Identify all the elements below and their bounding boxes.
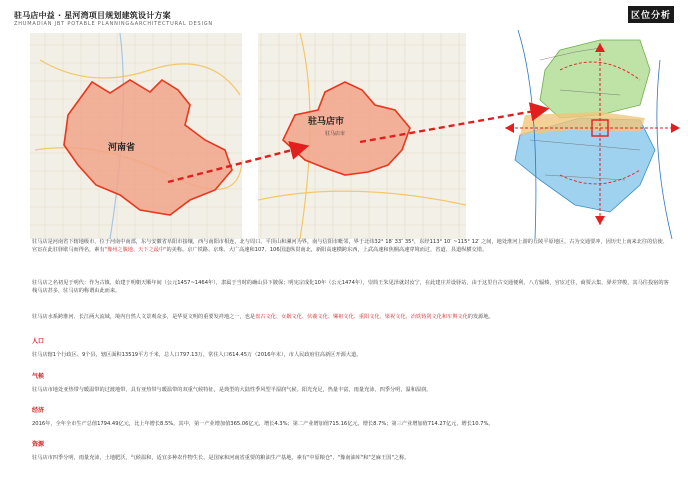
- city-small-label: 驻马店市: [325, 131, 346, 137]
- site-plan-map: [482, 30, 682, 239]
- section-badge: 区位分析: [628, 6, 674, 23]
- china-province-map: [30, 33, 242, 239]
- population-heading: 人口: [32, 338, 45, 345]
- resources-heading: 资源: [32, 441, 45, 448]
- history-paragraph: 驻马店之名初见于明代：作为古镇，始建于明朝天顺年间（公元1457~1464年），隶属于当时的确山县下陂保；明宪宗成化10年（公元1474年），崇简王朱见泽就封汝宁，在此建庄并设驿站，由于这里自古交通便利，八方辐辏，官宦过往，商贾云集，驿差穿梭，其马往投宿的客栈马店甚多，驻马店的称谓由此而来。: [32, 280, 669, 294]
- population-text: 驻马店辖1个行政区、9个县，辖区面积13519平方千米，总人口797.13万，常住人口614.45万（2016年末），市人民政府驻高新区开源大道。: [32, 352, 362, 358]
- intro-paragraph: 驻马店是河南省下辖地级市，位于河南中南部，东与安徽省阜阳市接壤，西与南阳市相连，北与周口、平顶山和漯河为界，南与信阳市毗邻，界于北纬32° 18′ 33″ 35°，东经113° 10′ ~115° 12′ 之间，地处淮河上游的丘陵平原地区，古为交通要冲，因历史上南来北往的信使、官宦在此驻驿歇马而得名，素有"豫州之腹地、天下之最中"的美称。京广铁路、京珠、大广高速和107、106国道纵贯南北，新阳高速横跨东西，上武高速和焦桐高速穿境而过，省道、县道纵横交错。: [32, 239, 668, 253]
- culture-highlight: 盘古文化、女娲文化、伏羲文化、嫘祖文化、重阳文化、梁祝文化、冶铁铸剑文化和车舆文化: [255, 314, 468, 320]
- city-label: 驻马店市: [308, 117, 345, 127]
- culture-paragraph: 驻马店水系跨淮河、长江两大流域，境内自然人文景观众多，是华夏文明的重要发祥地之一，也是盘古文化、女娲文化、伏羲文化、嫘祖文化、重阳文化、梁祝文化、冶铁铸剑文化和车舆文化的发源地。: [32, 314, 494, 320]
- economy-heading: 经济: [32, 407, 45, 414]
- zhumadian-city-map: [258, 33, 466, 239]
- province-label: 河南省: [108, 143, 136, 153]
- location-maps: [0, 0, 688, 240]
- project-subtitle: ZHUMADIAN JBT POTABLE PLANNING&ARCHITECTURAL DESIGN: [14, 21, 213, 27]
- climate-heading: 气候: [32, 373, 45, 380]
- project-title: 驻马店中益 · 星河湾项目规划建筑设计方案: [14, 11, 171, 20]
- economy-text: 2016年，全年全市生产总值1794.49亿元，比上年增长8.5%。其中，第一产业增加值365.06亿元，增长4.3%；第二产业增加值715.16亿元，增长8.7%；第三产业增加值714.27亿元，增长10.7%。: [32, 421, 494, 427]
- intro-highlight: "豫州之腹地、天下之最中": [104, 246, 167, 253]
- climate-text: 驻马店市地处亚热带与暖温带的过渡地带，具有亚热带与暖温带的双重气候特征，是典型的大陆性季风型半湿润气候。阳光充足，热量丰富，雨量充沛，四季分明，温和湿润。: [32, 387, 432, 393]
- resources-text: 驻马店市四季分明，雨量充沛，土地肥沃，气候温和，适宜多种农作物生长，是国家和河南省重要的粮油生产基地，素有"中原粮仓"、"豫南油库"和"芝麻王国"之称。: [32, 455, 410, 461]
